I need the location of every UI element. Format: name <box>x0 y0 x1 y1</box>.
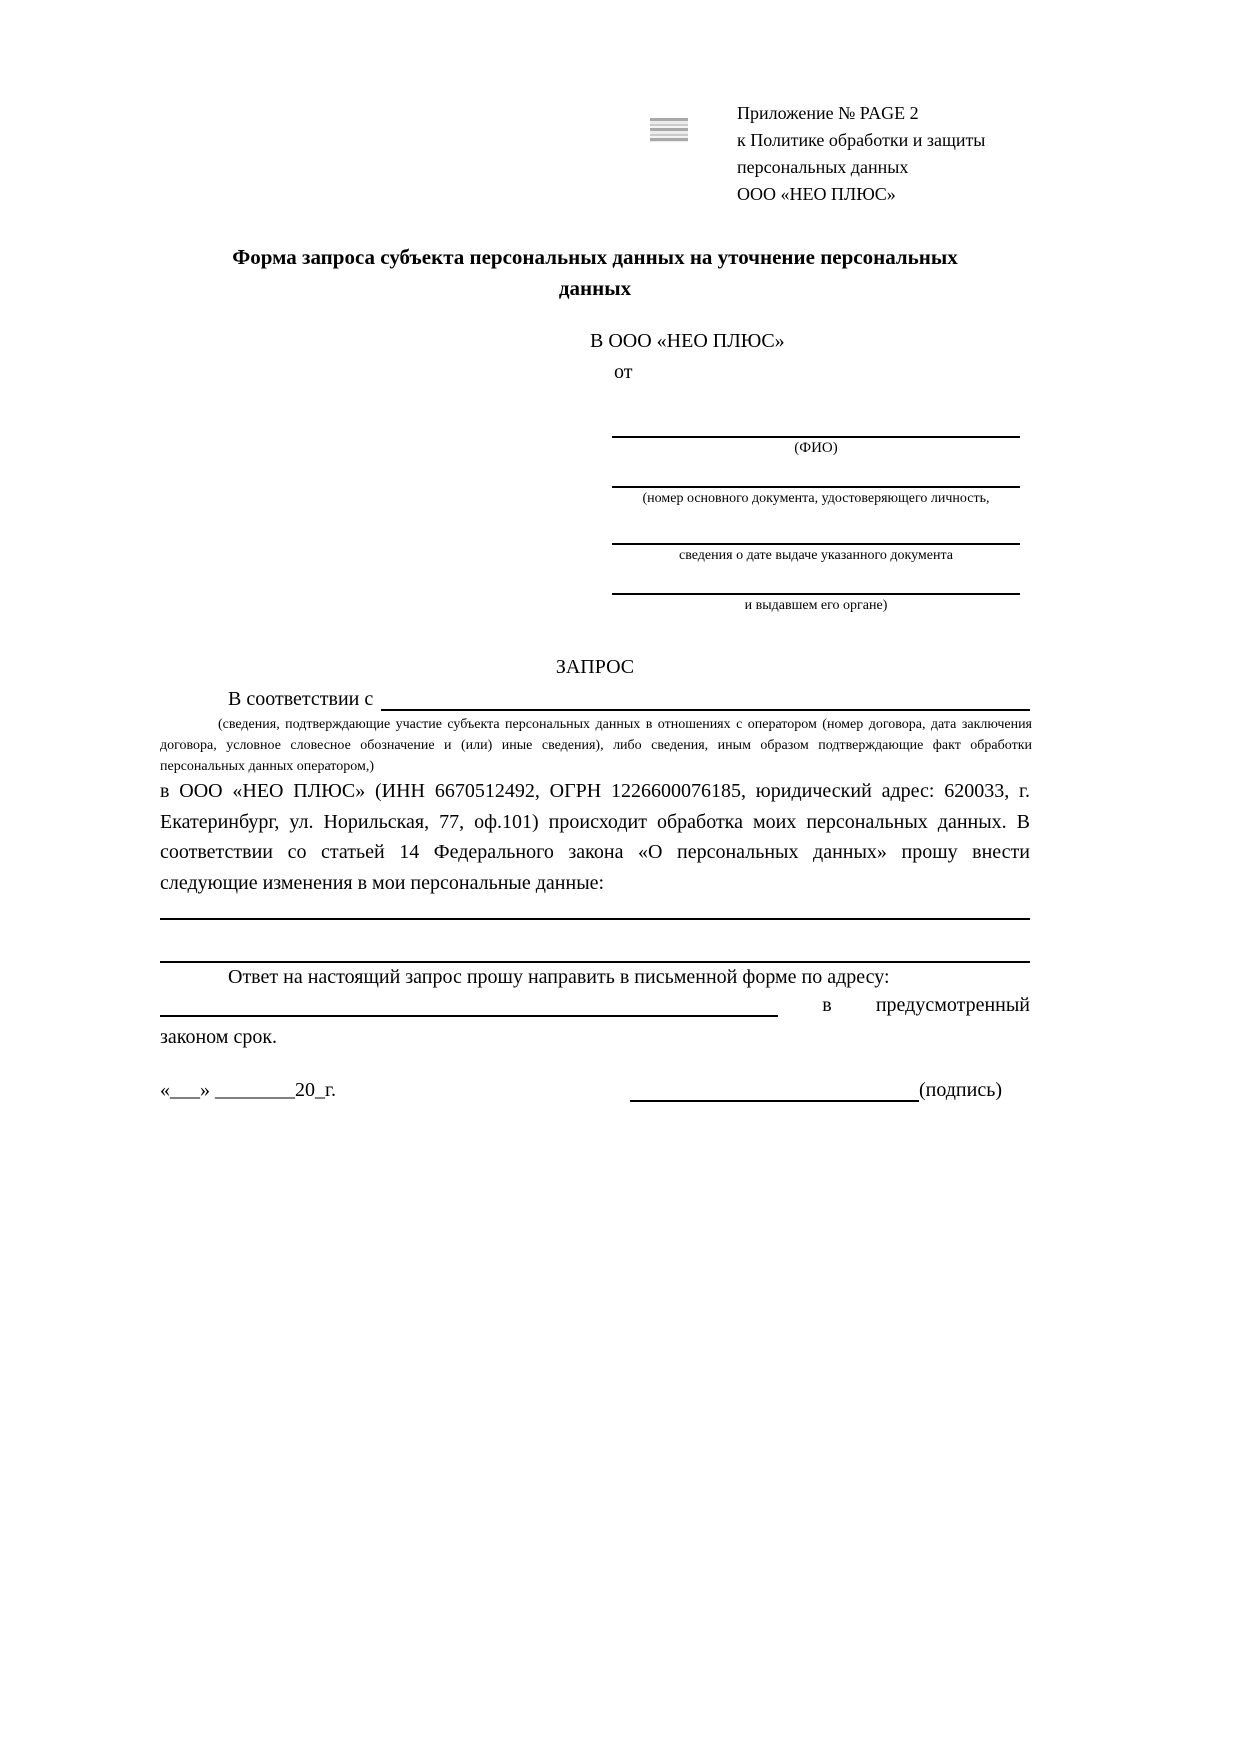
appendix-header-line: персональных данных <box>737 157 909 177</box>
issuing-authority-blank-field <box>612 593 1020 614</box>
form-title: Форма запроса субъекта персональных данных на уточнение персональных данных <box>232 245 958 300</box>
fio-caption: (ФИО) <box>794 440 838 456</box>
reply-address-line <box>160 994 1030 1017</box>
reply-closing-line: законом срок. <box>160 1026 278 1048</box>
document-number-blank-field <box>612 486 1020 507</box>
intro-label: В соответствии с <box>228 688 374 710</box>
appendix-header-line: к Политике обработки и защиты <box>737 130 986 150</box>
changes-blank-line <box>160 961 1030 963</box>
issue-date-caption: сведения о дате выдаче указанного документа <box>679 548 953 563</box>
signature-caption: (подпись) <box>918 1079 1002 1101</box>
signature-block <box>630 1079 1002 1102</box>
signature-blank-line <box>630 1079 919 1102</box>
request-heading: ЗАПРОС <box>555 656 635 678</box>
document-number-caption: (номер основного документа, удостоверяющего личность, <box>642 491 990 506</box>
issuing-authority-caption: и выдавшем его органе) <box>744 598 888 613</box>
reply-word: в <box>822 994 832 1016</box>
addressee-organization: В ООО «НЕО ПЛЮС» <box>590 330 785 352</box>
date-blank-line: «___» ________20_г. <box>160 1079 336 1101</box>
reply-request-line: Ответ на настоящий запрос прошу направить в письменной форме по адресу: <box>228 966 890 988</box>
request-body: в ООО «НЕО ПЛЮС» (ИНН 6670512492, ОГРН 1226600076185, юридический адрес: 620033, г. Екатеринбург, ул. Норильская, 77, оф.101) происходит обработка моих персональных данных. В соответствии со статьей 14 Федерального закона «О персональных данных» прошу внести следующие изменения в мои персональные данные: <box>160 780 1030 894</box>
fio-blank-field <box>612 436 1020 457</box>
embedded-object-artifact-icon <box>650 118 688 142</box>
from-label: от <box>614 361 633 383</box>
intro-blank-line <box>381 689 1030 711</box>
intro-line <box>160 688 1030 711</box>
intro-footnote: (сведения, подтверждающие участие субъекта персональных данных в отношениях с оператором (номер договора, дата заключения договора, условное словесное обозначение и (или) иные сведения), либо сведения, иным образом подтверждающие факт обработки персональных данных оператором,) <box>160 717 1032 774</box>
appendix-header <box>737 100 1037 208</box>
address-blank-line <box>160 995 778 1017</box>
issue-date-blank-field <box>612 543 1020 564</box>
reply-word: предусмотренный <box>875 994 1030 1016</box>
appendix-header-line: Приложение № PAGE 2 <box>737 103 919 123</box>
changes-blank-line <box>160 918 1030 920</box>
appendix-header-line: ООО «НЕО ПЛЮС» <box>737 184 896 204</box>
